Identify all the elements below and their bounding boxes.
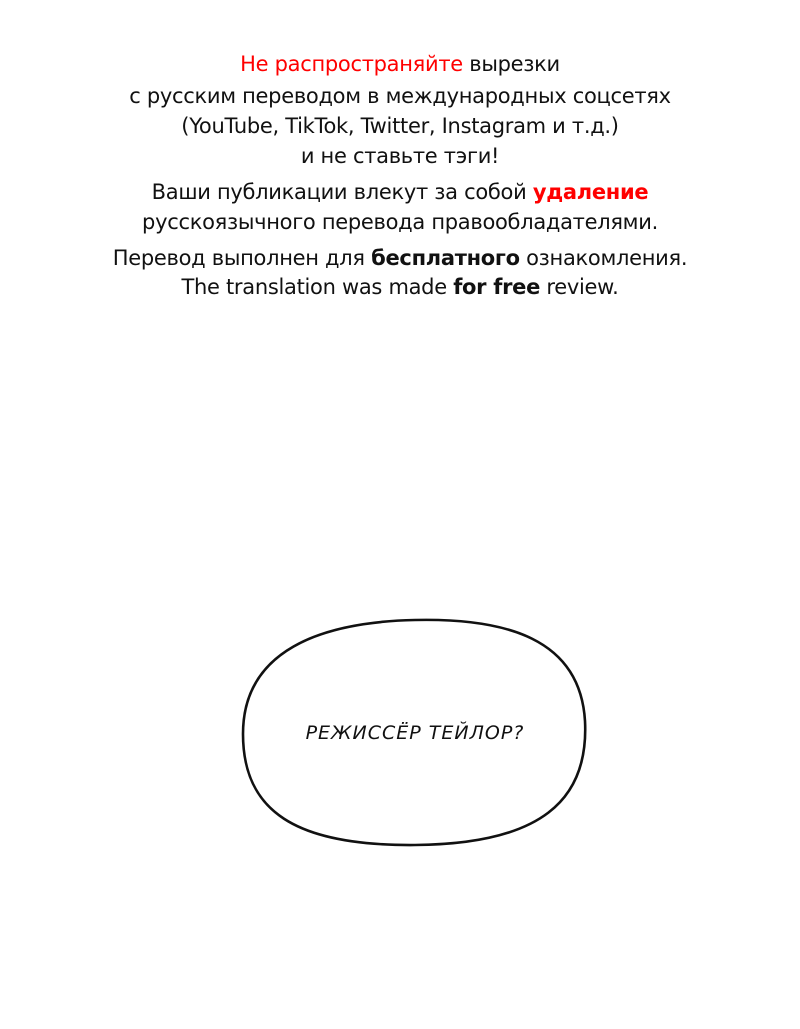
notice-deletion-red: удаление xyxy=(532,180,649,204)
notice-line-7 xyxy=(0,244,800,273)
speech-bubble xyxy=(240,616,590,849)
notice-for-free-bold: for free xyxy=(453,275,541,299)
notice-line-1 xyxy=(0,50,800,79)
notice-free-bold: бесплатного xyxy=(371,246,520,270)
notice-line-8 xyxy=(0,273,800,302)
notice-line-8-after: review. xyxy=(540,275,619,299)
notice-line-4: и не ставьте тэги! xyxy=(300,144,500,168)
notice-warning-red: Не распространяйте xyxy=(240,52,463,76)
notice-line-3: (YouTube, TikTok, Twitter, Instagram и т.д.) xyxy=(181,114,619,138)
notice-line-8-before: The translation was made xyxy=(181,275,454,299)
notice-line-5 xyxy=(0,178,800,207)
speech-bubble-text: РЕЖИССЁР ТЕЙЛОР? xyxy=(305,722,525,744)
notice-line-6: русскоязычного перевода правообладателями. xyxy=(142,210,658,234)
notice-line-2: с русским переводом в международных соцсетях xyxy=(129,84,671,108)
notice-line-5-text: Ваши публикации влекут за собой xyxy=(151,180,533,204)
notice-line-7-after: ознакомления. xyxy=(519,246,688,270)
notice-line-1-rest: вырезки xyxy=(462,52,560,76)
notice-line-7-before: Перевод выполнен для xyxy=(112,246,372,270)
